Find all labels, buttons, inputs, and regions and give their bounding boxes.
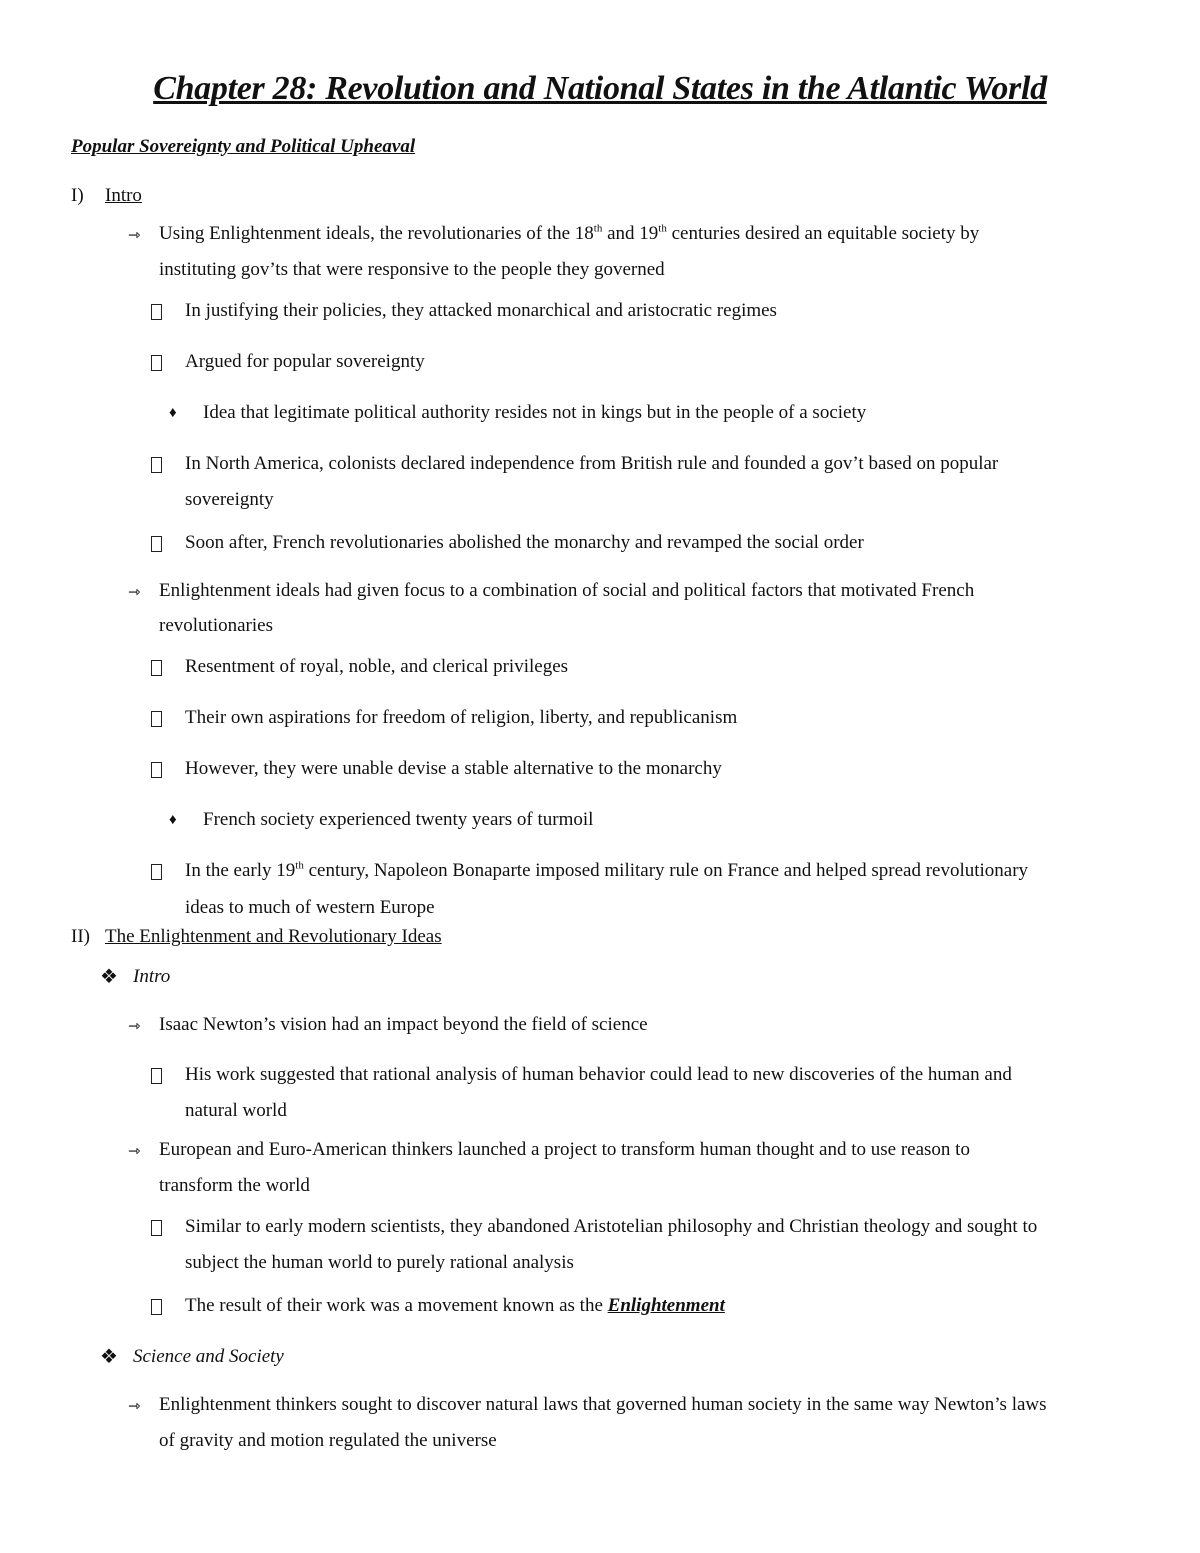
list-item: Isaac Newton’s vision had an impact beyond the field of science xyxy=(159,1014,648,1035)
box-bullet-icon xyxy=(151,1057,162,1097)
list-item-continuation: instituting gov’ts that were responsive to the people they governed xyxy=(159,259,665,280)
list-item-continuation: ideas to much of western Europe xyxy=(185,897,435,918)
arrow-bullet-icon: ⇾ xyxy=(128,585,141,601)
section-number: I) xyxy=(71,185,84,206)
box-bullet-icon xyxy=(151,344,162,384)
list-item: French society experienced twenty years of turmoil xyxy=(203,809,594,830)
list-item: However, they were unable devise a stable alternative to the monarchy xyxy=(185,758,722,779)
list-item: In the early 19th century, Napoleon Bonaparte imposed military rule on France and helped spread revolutionary xyxy=(185,859,1029,881)
box-bullet-icon xyxy=(151,446,162,486)
list-item: Using Enlightenment ideals, the revolutionaries of the 18th and 19th centuries desired an equitable society by xyxy=(159,222,980,244)
clover-bullet-icon: ❖ xyxy=(100,966,118,988)
page-title: Chapter 28: Revolution and National States in the Atlantic World xyxy=(153,70,1047,107)
list-item: Resentment of royal, noble, and clerical privileges xyxy=(185,656,569,677)
list-item: Idea that legitimate political authority resides not in kings but in the people of a society xyxy=(203,402,867,423)
arrow-bullet-icon: ⇾ xyxy=(128,1019,141,1035)
list-item-continuation: transform the world xyxy=(159,1175,310,1196)
diamond-bullet-icon: ♦ xyxy=(169,405,177,421)
list-item-continuation: revolutionaries xyxy=(159,615,273,636)
subsection-heading: Science and Society xyxy=(133,1346,284,1367)
list-item: Similar to early modern scientists, they abandoned Aristotelian philosophy and Christian theology and sought to xyxy=(185,1216,1038,1237)
list-item-continuation: of gravity and motion regulated the universe xyxy=(159,1430,497,1451)
list-item: Enlightenment thinkers sought to discover natural laws that governed human society in the same way Newton’s laws xyxy=(159,1394,1047,1415)
box-bullet-icon xyxy=(151,700,162,740)
box-bullet-icon xyxy=(151,293,162,333)
list-item: His work suggested that rational analysis of human behavior could lead to new discoveries of the human and xyxy=(185,1064,1012,1085)
list-item: In North America, colonists declared independence from British rule and founded a gov’t based on popular xyxy=(185,453,999,474)
section-number: II) xyxy=(71,926,90,947)
list-item-continuation: subject the human world to purely rational analysis xyxy=(185,1252,574,1273)
list-item: Argued for popular sovereignty xyxy=(185,351,425,372)
list-item: The result of their work was a movement known as the Enlightenment xyxy=(185,1295,725,1316)
box-bullet-icon xyxy=(151,649,162,689)
box-bullet-icon xyxy=(151,1288,162,1328)
enlightenment-term: Enlightenment xyxy=(607,1295,725,1316)
list-item-continuation: natural world xyxy=(185,1100,287,1121)
arrow-bullet-icon: ⇾ xyxy=(128,1399,141,1415)
box-bullet-icon xyxy=(151,1209,162,1249)
list-item: Their own aspirations for freedom of religion, liberty, and republicanism xyxy=(185,707,738,728)
diamond-bullet-icon: ♦ xyxy=(169,812,177,828)
clover-bullet-icon: ❖ xyxy=(100,1346,118,1368)
list-item: In justifying their policies, they attacked monarchical and aristocratic regimes xyxy=(185,300,777,321)
list-item-continuation: sovereignty xyxy=(185,489,274,510)
box-bullet-icon xyxy=(151,751,162,791)
box-bullet-icon xyxy=(151,525,162,565)
box-bullet-icon xyxy=(151,853,162,893)
arrow-bullet-icon: ⇾ xyxy=(128,228,141,244)
subsection-heading: Intro xyxy=(133,966,171,987)
section-subtitle: Popular Sovereignty and Political Upheaval xyxy=(71,136,416,157)
arrow-bullet-icon: ⇾ xyxy=(128,1144,141,1160)
section-heading: The Enlightenment and Revolutionary Ideas xyxy=(105,926,442,947)
list-item: European and Euro-American thinkers launched a project to transform human thought and to use reason to xyxy=(159,1139,970,1160)
list-item: Enlightenment ideals had given focus to a combination of social and political factors that motivated French xyxy=(159,580,975,601)
list-item: Soon after, French revolutionaries abolished the monarchy and revamped the social order xyxy=(185,532,864,553)
section-heading: Intro xyxy=(105,185,142,206)
